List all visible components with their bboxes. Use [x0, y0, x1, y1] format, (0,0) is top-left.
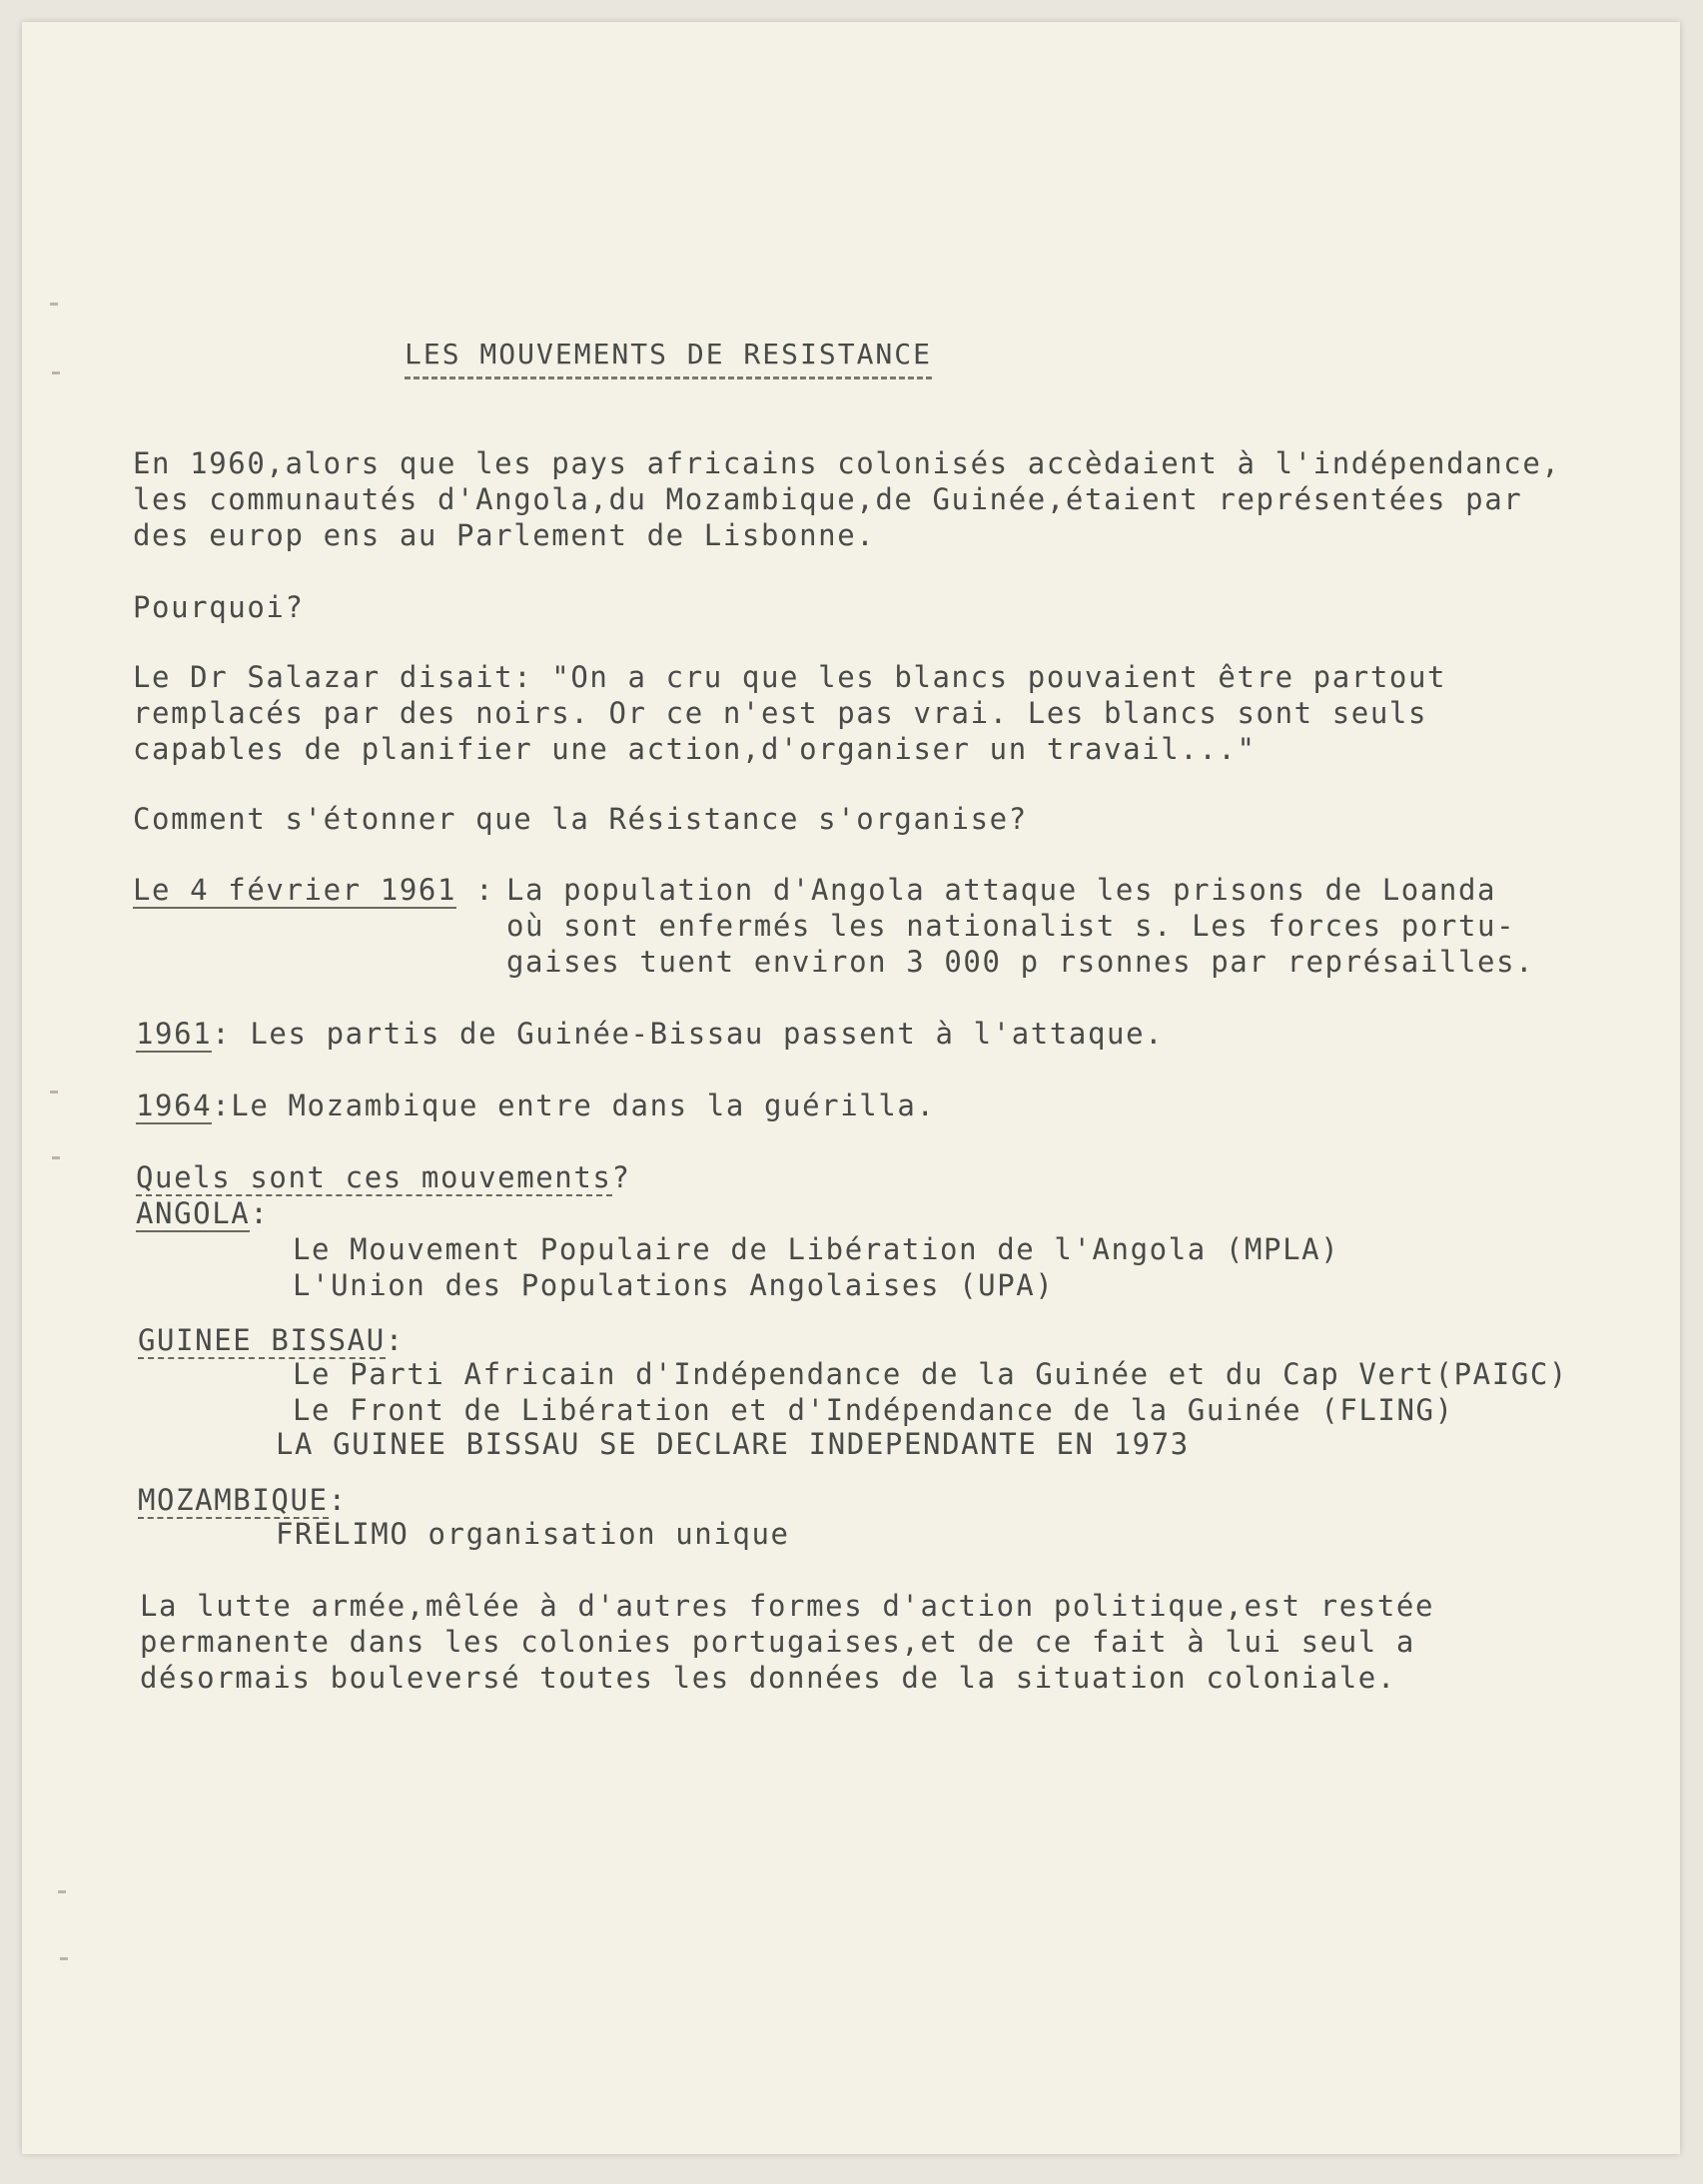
movements-heading-label: Quels sont ces mouvements — [136, 1160, 612, 1194]
movement-item: L'Union des Populations Angolaises (UPA) — [293, 1268, 1055, 1302]
guinee-independence-note: LA GUINEE BISSAU SE DECLARE INDEPENDANTE EN 1973 — [276, 1427, 1190, 1461]
intro-line: En 1960,alors que les pays africains colonisés accèdaient à l'indépendance, — [133, 446, 1561, 480]
quote-line: capables de planifier une action,d'organiser un travail..." — [133, 732, 1257, 766]
document-title: LES MOUVEMENTS DE RESISTANCE — [405, 338, 932, 379]
section-label: GUINEE BISSAU — [138, 1323, 386, 1357]
quote-line: remplacés par des noirs. Or ce n'est pas vrai. Les blancs sont seuls — [133, 696, 1428, 730]
section-colon: : — [328, 1483, 348, 1517]
section-mozambique — [138, 1482, 348, 1518]
event-date — [133, 872, 494, 908]
section-label: MOZAMBIQUE — [138, 1483, 329, 1517]
event-text-line: La population d'Angola attaque les prisons de Loanda — [506, 873, 1497, 907]
event-date-separator: : — [475, 873, 495, 907]
event-text-line: gaises tuent environ 3 000 p rsonnes par représailles. — [506, 945, 1535, 979]
section-guinee — [138, 1322, 405, 1358]
conclusion-line: permanente dans les colonies portugaises,et de ce fait à lui seul a — [140, 1625, 1415, 1659]
section-colon: : — [385, 1323, 405, 1357]
question-why: Pourquoi? — [133, 590, 305, 624]
movements-heading-mark: ? — [611, 1160, 631, 1194]
conclusion-line: désormais bouleversé toutes les données de la situation coloniale. — [140, 1661, 1396, 1695]
question-resistance: Comment s'étonner que la Résistance s'organise? — [133, 802, 1028, 836]
event-text: :Le Mozambique entre dans la guérilla. — [212, 1089, 936, 1122]
movement-item: FRELIMO organisation unique — [276, 1517, 790, 1551]
event-date-label: 1961 — [136, 1017, 213, 1051]
movement-item: Le Parti Africain d'Indépendance de la Guinée et du Cap Vert(PAIGC) — [293, 1357, 1568, 1391]
event-date-label: Le 4 février 1961 — [133, 873, 457, 907]
event-1961 — [136, 1016, 1164, 1052]
event-date-label: 1964 — [136, 1089, 213, 1122]
intro-line: les communautés d'Angola,du Mozambique,de Guinée,étaient représentées par — [133, 482, 1523, 516]
movement-item: Le Mouvement Populaire de Libération de l'Angola (MPLA) — [293, 1232, 1340, 1266]
event-text: : Les partis de Guinée-Bissau passent à l'attaque. — [212, 1017, 1165, 1051]
event-text-line: où sont enfermés les nationalist s. Les forces portu- — [506, 909, 1516, 943]
section-colon: : — [250, 1196, 270, 1230]
conclusion-line: La lutte armée,mêlée à d'autres formes d'action politique,est restée — [140, 1589, 1435, 1623]
movement-item: Le Front de Libération et d'Indépendance de la Guinée (FLING) — [293, 1393, 1454, 1427]
event-1964 — [136, 1088, 936, 1123]
movements-heading — [136, 1159, 631, 1195]
quote-line: Le Dr Salazar disait: "On a cru que les blancs pouvaient être partout — [133, 660, 1447, 694]
section-angola — [136, 1195, 269, 1231]
intro-line: des europ ens au Parlement de Lisbonne. — [133, 518, 876, 552]
section-label: ANGOLA — [136, 1196, 251, 1230]
